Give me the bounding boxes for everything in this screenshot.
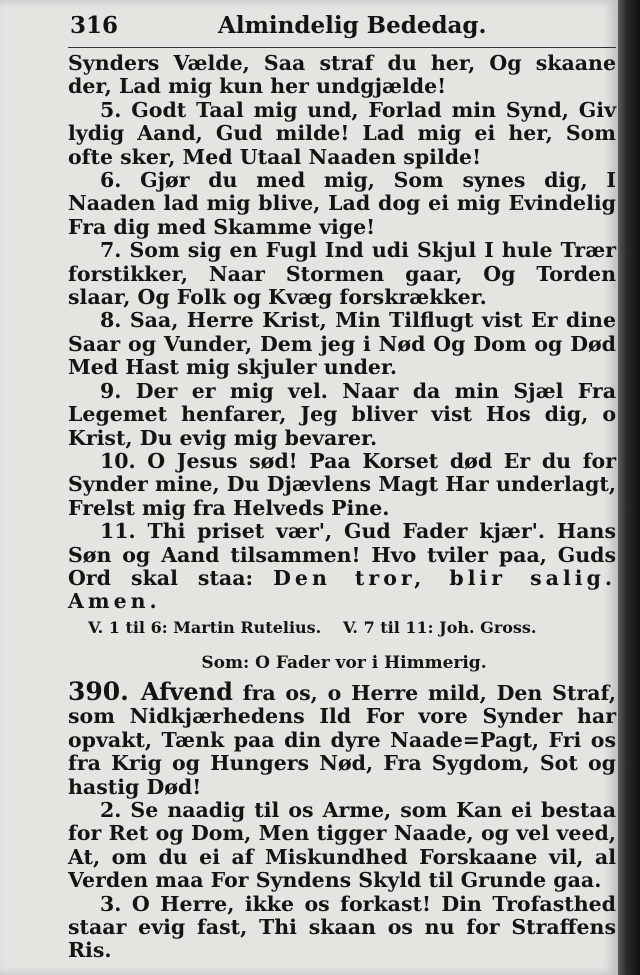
header-rule	[68, 47, 616, 48]
credit-verses-7-11: V. 7 til 11: Joh. Gross.	[342, 618, 537, 637]
page-number: 316	[70, 12, 119, 39]
stanza-7: 7. Som sig en Fugl Ind udi Skjul I hule Trær forstikker, Naar Stormen gaar, Og Torden slaar, Og Folk og Kvæg forskrækker.	[68, 238, 616, 310]
stanza-11-spaced-ending: Den tror, blir salig. Amen.	[68, 565, 617, 614]
hymn-390-stanza-2: 2. Se naadig til os Arme, som Kan ei bestaa for Ret og Dom, Men tigger Naade, og vel veed, At, om du ei af Miskundhed Forskaane vil, al Verden maa For Syndens Skyld til Grunde gaa.	[68, 798, 616, 893]
hymn-first-word: Afvend	[140, 677, 233, 706]
hymn-390	[68, 677, 616, 963]
book-gutter	[618, 0, 640, 975]
running-title: Almindelig Bededag.	[218, 12, 487, 39]
stanza-6: 6. Gjør du med mig, Som synes dig, I Naaden lad mig blive, Lad dog ei mig Evindelig Fra dig med Skamme vige!	[68, 168, 616, 239]
stanza-11-text: 11. Thi priset vær', Gud Fader kjær'. Hans Søn og Aand tilsammen! Hvo tviler paa, Guds Ord skal staa:	[68, 519, 616, 590]
stanza-8: 8. Saa, Herre Krist, Min Tilflugt vist Er dine Saar og Vunder, Dem jeg i Nød Og Dom og Død Med Hast mig skjuler under.	[68, 308, 616, 380]
continuation-lines: Synders Vælde, Saa straf du her, Og skaane der, Lad mig kun her undgjælde!	[68, 51, 616, 99]
stanza-11	[68, 520, 616, 614]
hymn-number: 390.	[68, 677, 129, 706]
hymn-390-stanza-3: 3. O Herre, ikke os forkast! Din Trofasthed staar evig fast, Thi skaan os nu for Straffens Ris.	[68, 891, 616, 963]
hymn-390-stanza-1	[68, 677, 616, 799]
page-header	[68, 10, 616, 44]
tune-line: Som: O Fader vor i Himmerig.	[201, 653, 487, 673]
hymn-389-text	[68, 52, 616, 614]
author-credits	[88, 618, 608, 637]
stanza-5: 5. Godt Taal mig und, Forlad min Synd, Giv lydig Aand, Gud milde! Lad mig ei her, Som ofte sker, Med Utaal Naaden spilde!	[68, 97, 616, 169]
hymn-390-stanza-1-rest: fra os, o Herre mild, Den Straf, som Nidkjærhedens Ild For vore Synder har opvakt, Tænk paa din dyre Naade=Pagt, Fri os fra Krig og Hungers Nød, Fra Sygdom, Sot og hastig Død!	[68, 681, 616, 799]
stanza-9: 9. Der er mig vel. Naar da min Sjæl Fra Legemet henfarer, Jeg bliver vist Hos dig, o Krist, Du evig mig bevarer.	[68, 378, 616, 450]
credit-verses-1-6: V. 1 til 6: Martin Rutelius.	[88, 618, 322, 637]
stanza-10: 10. O Jesus sød! Paa Korset død Er du for Synder mine, Du Djævlens Magt Har underlagt, Frelst mig fra Helveds Pine.	[68, 448, 616, 520]
